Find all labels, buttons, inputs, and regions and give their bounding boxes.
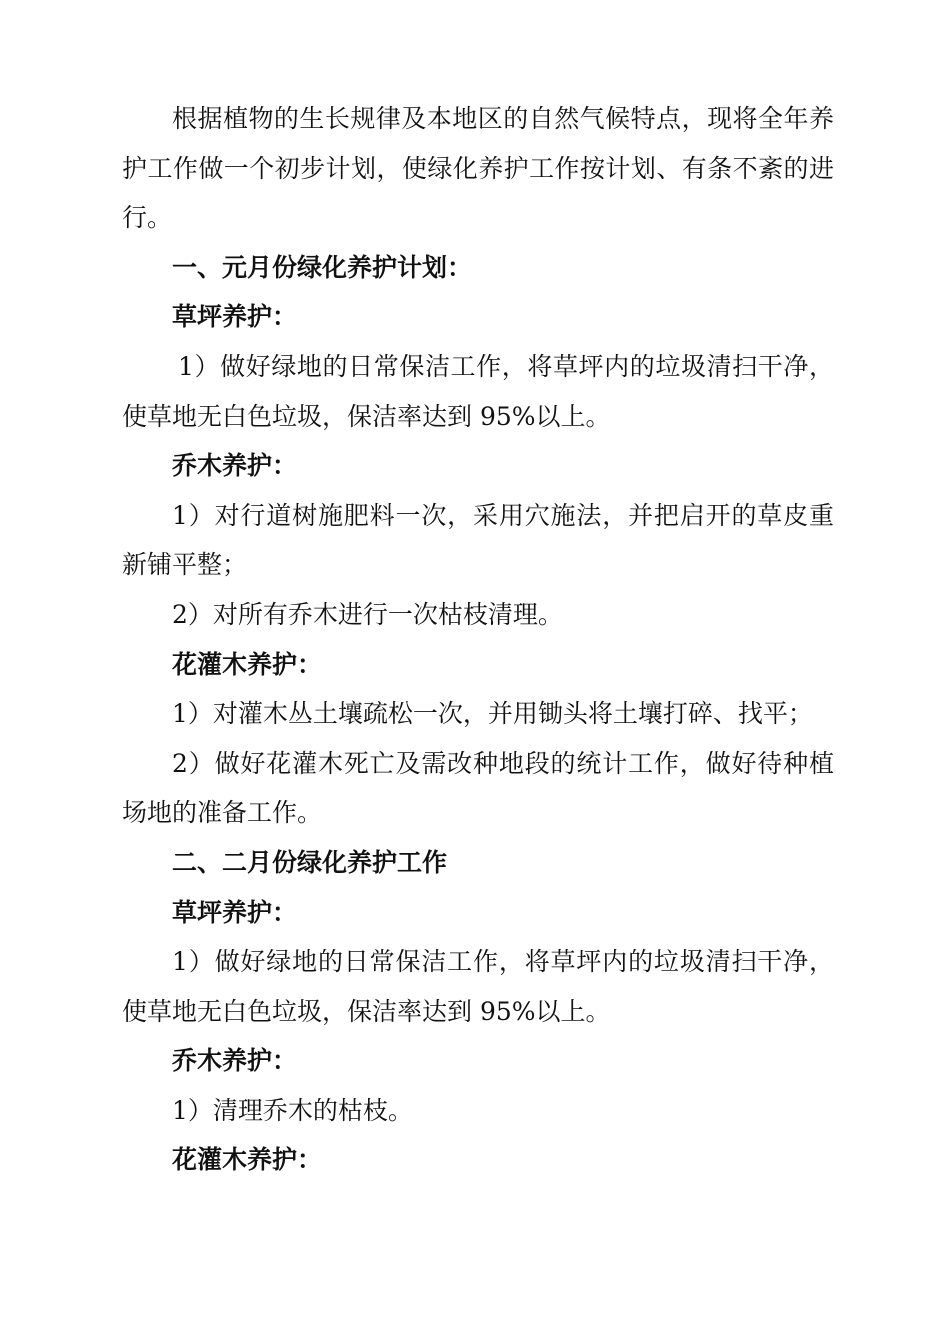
subheading-trees: 乔木养护： <box>172 451 298 481</box>
section-heading-january: 一、元月份绿化养护计划： <box>172 252 473 282</box>
list-item: 2）做好花灌木死亡及需改种地段的统计工作，做好待种植场地的准备工作。 <box>122 748 834 828</box>
subheading-shrubs: 花灌木养护： <box>172 1145 323 1175</box>
list-item: 1）对行道树施肥料一次，采用穴施法，并把启开的草皮重新铺平整； <box>122 500 834 580</box>
document-body <box>122 94 834 1185</box>
intro-paragraph: 根据植物的生长规律及本地区的自然气候特点，现将全年养护工作做一个初步计划，使绿化养护工作按计划、有条不紊的进行。 <box>122 104 834 233</box>
list-item: 1）做好绿地的日常保洁工作，将草坪内的垃圾清扫干净，使草地无白色垃圾，保洁率达到 95%以上。 <box>122 947 834 1026</box>
list-item: 1）做好绿地的日常保洁工作，将草坪内的垃圾清扫干净，使草地无白色垃圾，保洁率达到 95%以上。 <box>122 351 834 431</box>
subheading-lawn: 草坪养护： <box>172 897 298 927</box>
list-item: 1）清理乔木的枯枝。 <box>172 1095 413 1125</box>
subheading-shrubs: 花灌木养护： <box>172 649 323 679</box>
subheading-lawn: 草坪养护： <box>172 302 298 332</box>
list-item: 2）对所有乔木进行一次枯枝清理。 <box>172 599 563 629</box>
subheading-trees: 乔木养护： <box>172 1046 298 1076</box>
section-heading-february: 二、二月份绿化养护工作 <box>172 847 448 877</box>
list-item: 1）对灌木丛土壤疏松一次，并用锄头将土壤打碎、找平； <box>172 699 813 729</box>
